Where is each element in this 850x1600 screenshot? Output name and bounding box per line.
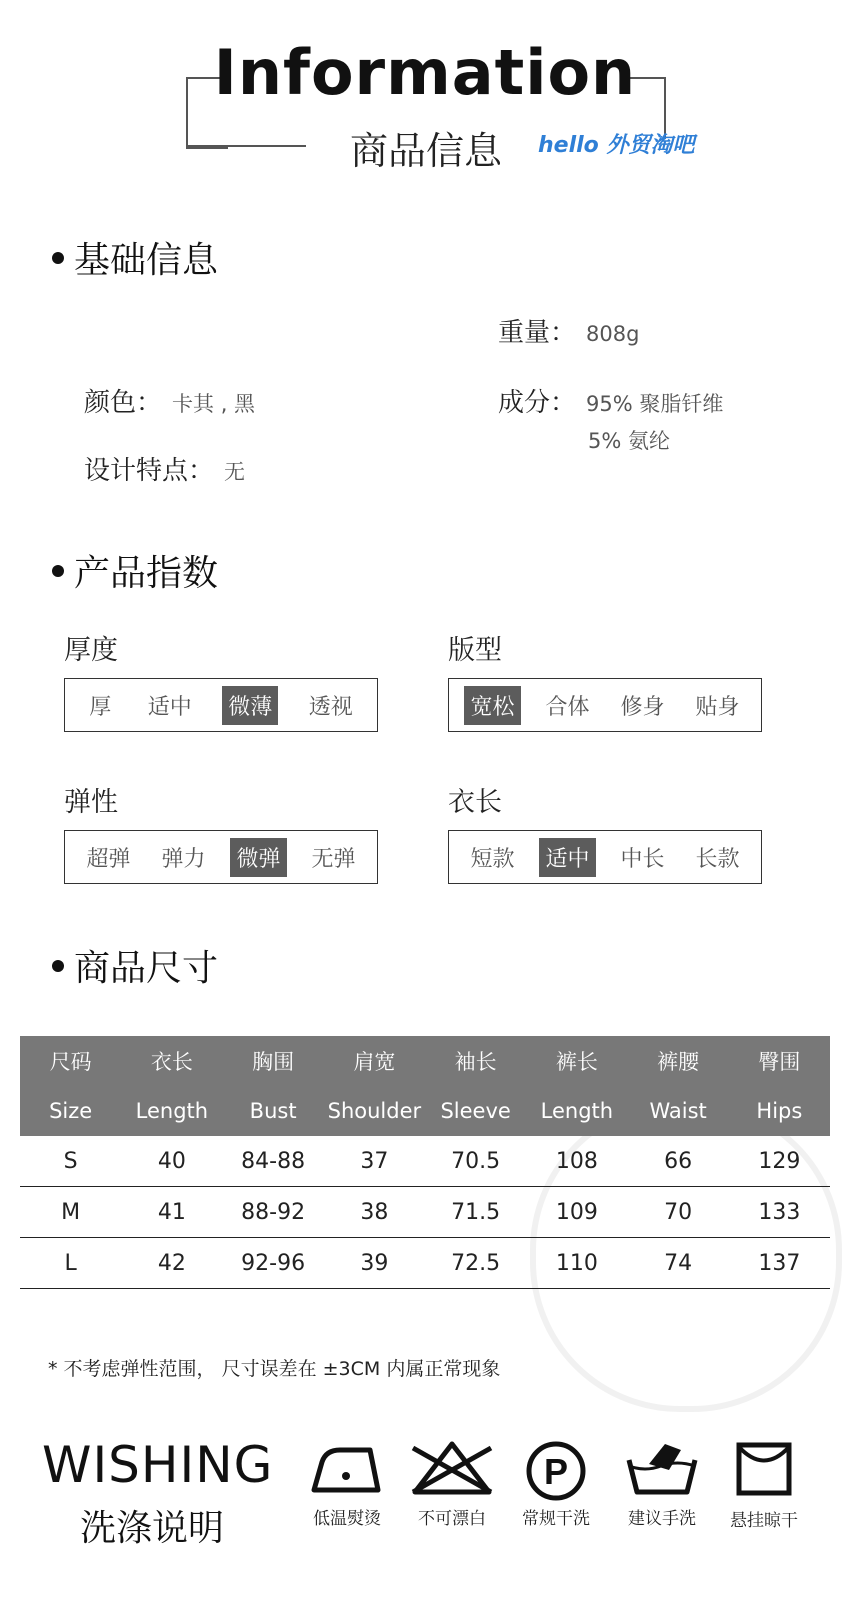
index-title: 弹性 [64, 787, 118, 818]
color-value: 卡其 , 黑 [172, 392, 256, 416]
index-option: 贴身 [695, 694, 740, 720]
table-cell: 40 [121, 1136, 222, 1187]
composition-line1: 95% 聚脂钎维 [586, 392, 724, 416]
dry-clean-p-icon [525, 1440, 587, 1502]
index-option: 厚 [89, 694, 112, 720]
table-header-en [20, 1086, 830, 1136]
table-cell: 66 [628, 1136, 729, 1187]
design-value: 无 [224, 460, 246, 484]
index-title: 衣长 [448, 787, 502, 818]
table-header-cell: Length [121, 1086, 222, 1136]
index-option: 超弹 [86, 846, 131, 872]
care-item-handwash [612, 1440, 712, 1529]
table-header-cell: Waist [628, 1086, 729, 1136]
table-header-cell: Sleeve [425, 1086, 526, 1136]
table-cell: 74 [628, 1238, 729, 1289]
color-label: 颜色： [84, 388, 163, 418]
index-option: 修身 [620, 694, 665, 720]
table-cell: 88-92 [223, 1187, 324, 1238]
table-cell: 41 [121, 1187, 222, 1238]
table-row [20, 1136, 830, 1187]
index-scale [64, 678, 378, 732]
index-option: 适中 [147, 694, 192, 720]
table-cell: 133 [729, 1187, 830, 1238]
section-size-heading [52, 940, 218, 991]
index-option: 长款 [695, 846, 740, 872]
table-header-cell: 裤长 [526, 1036, 627, 1086]
table-row [20, 1187, 830, 1238]
care-label: 悬挂晾干 [730, 1511, 798, 1531]
section-index-label: 产品指数 [74, 553, 219, 594]
table-cell: 39 [324, 1238, 425, 1289]
section-size-label: 商品尺寸 [74, 948, 219, 989]
table-header-cell: 袖长 [425, 1036, 526, 1086]
table-cell: 137 [729, 1238, 830, 1289]
section-basic-heading [52, 232, 218, 283]
table-cell: 38 [324, 1187, 425, 1238]
care-label: 建议手洗 [628, 1509, 696, 1529]
table-cell: 84-88 [223, 1136, 324, 1187]
index-option-selected: 微弹 [230, 838, 286, 877]
section-basic-label: 基础信息 [74, 240, 219, 281]
no-bleach-icon [409, 1440, 495, 1496]
index-option: 弹力 [161, 846, 206, 872]
page-title: Information [213, 36, 637, 109]
table-cell: 72.5 [425, 1238, 526, 1289]
wash-title-cn: 洗涤说明 [80, 1508, 225, 1549]
wash-title-en: WISHING [42, 1436, 274, 1494]
composition-line2: 5% 氨纶 [588, 429, 670, 453]
index-scale [448, 830, 762, 884]
care-item-dryclean [506, 1440, 606, 1529]
table-header-cell: 尺码 [20, 1036, 121, 1086]
table-header-cell: Shoulder [324, 1086, 425, 1136]
bullet-icon [52, 960, 64, 972]
care-label: 低温熨烫 [313, 1509, 381, 1529]
table-cell: 92-96 [223, 1238, 324, 1289]
table-cell: L [20, 1238, 121, 1289]
index-option-selected: 适中 [539, 838, 595, 877]
care-label: 不可漂白 [418, 1509, 486, 1529]
table-cell: 108 [526, 1136, 627, 1187]
table-row [20, 1238, 830, 1289]
table-cell: 109 [526, 1187, 627, 1238]
index-title: 厚度 [64, 635, 118, 666]
table-cell: 129 [729, 1136, 830, 1187]
table-header-cell: 衣长 [121, 1036, 222, 1086]
care-item-bleach [402, 1440, 502, 1529]
table-cell: S [20, 1136, 121, 1187]
table-cell: 42 [121, 1238, 222, 1289]
composition-label: 成分： [498, 388, 577, 418]
care-item-hangdry [714, 1440, 814, 1531]
bullet-icon [52, 565, 64, 577]
table-cell: M [20, 1187, 121, 1238]
table-header-cell: Bust [223, 1086, 324, 1136]
index-option-selected: 宽松 [464, 686, 520, 725]
table-header-cn [20, 1036, 830, 1086]
shop-tag: hello 外贸淘吧 [538, 133, 695, 158]
weight-row [498, 312, 639, 349]
index-scale [448, 678, 762, 732]
size-table [20, 1036, 830, 1289]
design-row [84, 450, 245, 487]
table-cell: 71.5 [425, 1187, 526, 1238]
table-cell: 70.5 [425, 1136, 526, 1187]
table-cell: 110 [526, 1238, 627, 1289]
index-scale [64, 830, 378, 884]
color-row [84, 382, 255, 419]
weight-label: 重量： [498, 318, 577, 348]
table-header-cell: Length [526, 1086, 627, 1136]
svg-text:P: P [543, 1451, 569, 1492]
index-option: 透视 [308, 694, 353, 720]
weight-value: 808g [586, 322, 640, 346]
size-note: * 不考虑弹性范围， 尺寸误差在 ±3CM 内属正常现象 [48, 1358, 501, 1380]
index-title: 版型 [448, 635, 502, 666]
care-label: 常规干洗 [522, 1509, 590, 1529]
hand-wash-icon [625, 1440, 699, 1496]
table-header-cell: 肩宽 [324, 1036, 425, 1086]
index-option-selected: 微薄 [222, 686, 278, 725]
index-option: 中长 [620, 846, 665, 872]
table-header-cell: 胸围 [223, 1036, 324, 1086]
care-item-iron [297, 1440, 397, 1529]
table-header-cell: Size [20, 1086, 121, 1136]
design-label: 设计特点： [84, 456, 215, 486]
iron-low-icon [310, 1440, 384, 1496]
section-index-heading [52, 545, 218, 596]
table-header-cell: 裤腰 [628, 1036, 729, 1086]
index-option: 合体 [545, 694, 590, 720]
table-header-cell: 臀围 [729, 1036, 830, 1086]
table-cell: 70 [628, 1187, 729, 1238]
composition-row [498, 382, 723, 419]
bullet-icon [52, 252, 64, 264]
hang-dry-icon [734, 1440, 794, 1498]
index-option: 短款 [470, 846, 515, 872]
page-subtitle: 商品信息 [350, 129, 503, 173]
index-option: 无弹 [311, 846, 356, 872]
table-cell: 37 [324, 1136, 425, 1187]
table-header-cell: Hips [729, 1086, 830, 1136]
